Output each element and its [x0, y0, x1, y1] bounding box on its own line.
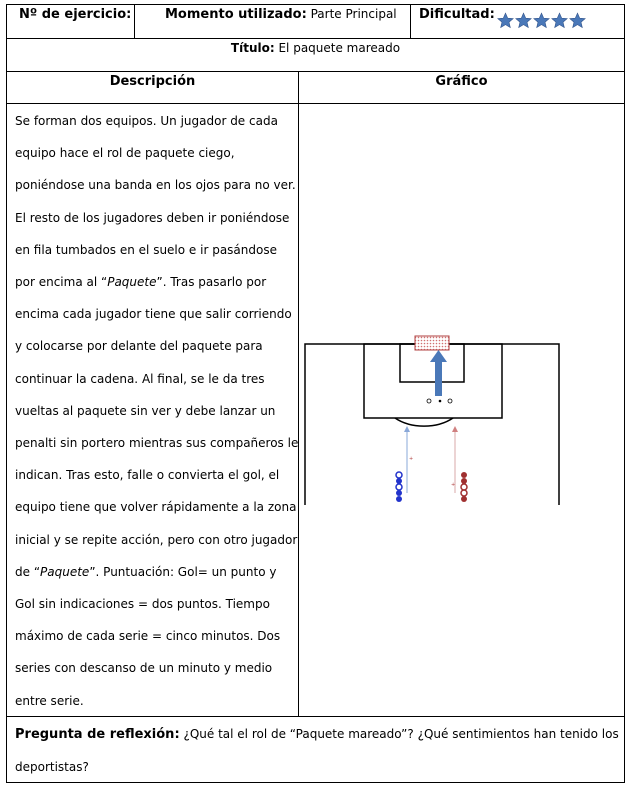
description-line: poniéndose una banda en los ojos para no ver. — [15, 178, 296, 193]
reflection-label: Pregunta de reflexión: — [15, 727, 180, 742]
description-line: Se forman dos equipos. Un jugador de cada — [15, 114, 278, 128]
moment-label: Momento utilizado: — [165, 7, 307, 22]
description-line: series con descanso de un minuto y medio — [15, 661, 273, 676]
description-line: indican. Tras esto, falle o convierta el gol, el — [15, 468, 280, 483]
description-line: en fila tumbados en el suelo e ir pasándose — [15, 242, 277, 257]
player-blue — [396, 478, 402, 484]
star-icon — [551, 12, 568, 29]
reflection-text: ¿Qué tal el rol de “Paquete mareado”? ¿Qué sentimientos han tenido los deportistas? — [15, 727, 619, 774]
pitch-diagram — [303, 333, 565, 505]
team-red — [461, 472, 467, 502]
description-fragment: por encima al “ — [15, 275, 108, 290]
description-emphasis: Paquete — [40, 564, 90, 579]
player-red — [461, 478, 467, 484]
star-icon — [515, 12, 532, 29]
description-emphasis: Paquete — [107, 275, 157, 290]
penalty-area — [364, 344, 502, 418]
title-value: El paquete mareado — [278, 41, 401, 55]
player-red — [461, 496, 467, 502]
description-fragment: de “ — [15, 564, 41, 579]
description-fragment: ”. Tras pasarlo por — [156, 275, 267, 290]
team-blue — [396, 472, 402, 502]
description-line — [15, 556, 299, 588]
player-red — [461, 472, 467, 478]
description-line: máximo de cada serie = cinco minutos. Dos — [15, 629, 281, 644]
description-line: Gol sin indicaciones = dos puntos. Tiempo — [15, 597, 270, 612]
shot-arrow-head — [430, 350, 447, 362]
description-line: inicial y se repite acción, pero con otro jugador — [15, 532, 298, 547]
description-line: penalti sin portero mientras sus compañeros le — [15, 436, 299, 451]
exercise-number-label: Nº de ejercicio: — [19, 7, 132, 22]
moment-value: Parte Principal — [310, 7, 397, 21]
ball — [448, 399, 452, 403]
description-line: encima cada jugador tiene que salir corriendo — [15, 307, 292, 322]
description-fragment: ”. Puntuación: Gol= un punto y — [89, 564, 277, 579]
player-red — [461, 484, 467, 490]
row-divider — [7, 38, 624, 39]
description-line: vueltas al paquete sin ver y debe lanzar un — [15, 403, 276, 418]
penalty-arc — [395, 418, 453, 426]
description-line: entre serie. — [15, 693, 84, 708]
description-line: continuar la cadena. Al final, se le da tres — [15, 371, 265, 386]
star-icon — [569, 12, 586, 29]
description-text — [15, 105, 299, 717]
exercise-sheet — [6, 4, 625, 783]
description-line — [15, 266, 299, 298]
player-blue — [396, 490, 402, 496]
description-line: y colocarse por delante del paquete para — [15, 339, 263, 354]
star-icon — [497, 12, 514, 29]
graphic-header: Gráfico — [435, 74, 488, 89]
run-arrow-red — [452, 426, 458, 432]
description-line: El resto de los jugadores deben ir poniéndose — [15, 210, 290, 225]
row-divider — [7, 71, 624, 72]
player-marker: + — [451, 482, 456, 488]
run-arrow-blue — [404, 426, 410, 432]
col-divider — [134, 5, 135, 38]
player-marker: + — [409, 456, 414, 462]
player-blue — [396, 484, 402, 490]
moment-field — [165, 7, 397, 22]
player-blue — [396, 496, 402, 502]
row-divider — [7, 103, 624, 104]
goal-net — [415, 336, 449, 350]
title-field — [7, 41, 624, 55]
player-blue — [396, 472, 402, 478]
shot-arrow-shaft — [435, 360, 442, 396]
ball — [427, 399, 431, 403]
difficulty-rating — [497, 12, 586, 29]
pitch-boundary — [305, 344, 559, 505]
star-icon — [533, 12, 550, 29]
difficulty-label: Dificultad: — [419, 7, 495, 22]
player-red — [461, 490, 467, 496]
description-header: Descripción — [109, 74, 196, 89]
description-line: equipo tiene que volver rápidamente a la zona — [15, 500, 297, 515]
penalty-spot — [439, 400, 442, 403]
col-divider — [410, 5, 411, 38]
description-line: equipo hace el rol de paquete ciego, — [15, 146, 235, 161]
reflection-question — [15, 718, 620, 783]
title-label: Título: — [230, 41, 275, 55]
